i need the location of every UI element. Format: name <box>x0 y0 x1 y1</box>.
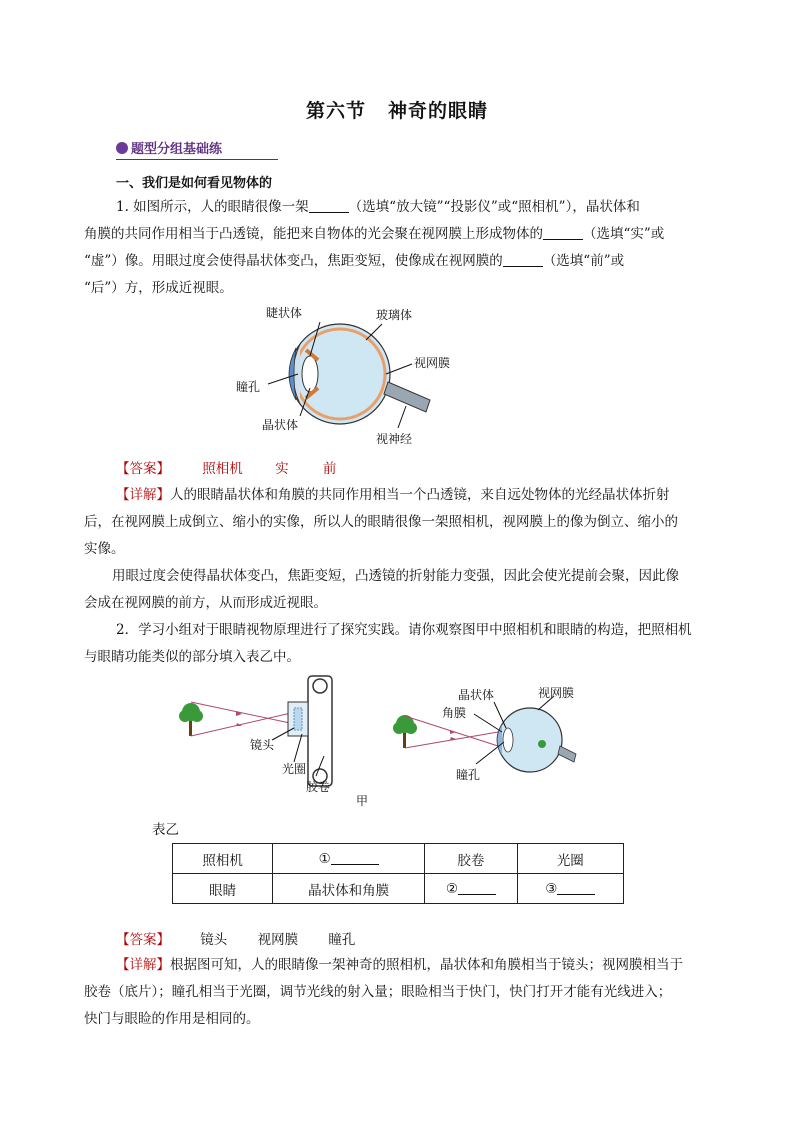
table-cell[interactable] <box>517 874 623 904</box>
answer-blank[interactable] <box>309 198 349 213</box>
label-ciliary: 睫状体 <box>266 306 303 320</box>
title-part-1: 第六节 <box>305 100 366 122</box>
answer-value: 镜头 <box>200 932 228 948</box>
detail-label: 【详解】 <box>116 487 170 503</box>
answer-value: 照相机 <box>202 461 243 477</box>
label-optic-nerve: 视神经 <box>376 432 413 446</box>
table-cell[interactable] <box>273 844 425 874</box>
q1-text-3: 角膜的共同作用相当于凸透镜，能把来自物体的光会聚在视网膜上形成物体的 <box>84 226 543 242</box>
label-film: 胶卷 <box>306 780 331 794</box>
answer-value: 实 <box>275 461 289 477</box>
detail-1 <box>84 482 712 617</box>
table-cell: 照相机 <box>173 844 273 874</box>
label-lens: 晶状体 <box>262 418 299 432</box>
label-aperture: 光圈 <box>282 762 307 776</box>
detail-text: 后，在视网膜上成倒立、缩小的实像，所以人的眼睛很像一架照相机，视网膜上的像为倒立、缩小的 <box>84 514 678 530</box>
detail-text: 快门与眼睑的作用是相同的。 <box>84 1011 260 1027</box>
blank-number: ① <box>318 851 331 867</box>
blank-number: ③ <box>545 881 558 897</box>
detail-text: 实像。 <box>84 541 125 557</box>
section-badge <box>116 138 278 160</box>
table-cell: 晶状体和角膜 <box>273 874 425 904</box>
table-cell: 光圈 <box>517 844 623 874</box>
table-cell[interactable] <box>425 874 517 904</box>
q1-text-2: （选填“放大镜”“投影仪”或“照相机”），晶状体和 <box>348 199 640 215</box>
answer-blank[interactable] <box>557 880 595 895</box>
table-row <box>173 844 624 874</box>
label-eye-pupil: 瞳孔 <box>456 768 481 782</box>
label-camera-lens: 镜头 <box>250 738 275 752</box>
label-pupil: 瞳孔 <box>236 380 261 394</box>
answer-label: 【答案】 <box>116 932 170 948</box>
section-heading: 一、我们是如何看见物体的 <box>116 176 273 191</box>
figure-caption: 甲 <box>356 794 369 808</box>
q1-text-7: “后”）方，形成近视眼。 <box>84 280 233 296</box>
table-caption: 表乙 <box>152 822 179 838</box>
answer-blank[interactable] <box>543 225 583 240</box>
detail-text: 用眼过度会使得晶状体变凸，焦距变短，凸透镜的折射能力变强，因此会使光提前会聚，因此像 <box>112 568 679 584</box>
table-row <box>173 874 624 904</box>
answer-value: 前 <box>322 461 337 477</box>
q1-text-6: （选填“前”或 <box>542 253 625 269</box>
label-vitreous: 玻璃体 <box>376 308 413 322</box>
label-cornea: 角膜 <box>442 706 467 720</box>
q2-text-2: 与眼睛功能类似的部分填入表乙中。 <box>84 649 300 665</box>
detail-text: 根据图可知，人的眼睛像一架神奇的照相机，晶状体和角膜相当于镜头；视网膜相当于 <box>170 957 683 973</box>
table-cell: 眼睛 <box>173 874 273 904</box>
detail-2 <box>84 952 712 1033</box>
question-2 <box>84 617 712 671</box>
answer-blank[interactable] <box>331 850 379 865</box>
comparison-table <box>172 843 624 904</box>
title-part-2: 神奇的眼睛 <box>388 100 489 122</box>
detail-text: 会成在视网膜的前方，从而形成近视眼。 <box>84 595 327 611</box>
answer-blank[interactable] <box>503 252 543 267</box>
answer-label: 【答案】 <box>116 461 170 477</box>
bullet-dot-icon <box>116 142 128 154</box>
answer-1 <box>116 457 336 477</box>
question-1 <box>84 194 712 302</box>
answer-value: 视网膜 <box>257 932 299 948</box>
q1-text-1: 1. 如图所示，人的眼睛很像一架 <box>116 199 309 215</box>
camera-eye-svg <box>176 672 596 808</box>
answer-value: 瞳孔 <box>328 932 356 948</box>
table-cell: 胶卷 <box>425 844 517 874</box>
camera-eye-diagram <box>176 672 596 808</box>
q1-text-5: “虚”）像。用眼过度会使得晶状体变凸，焦距变短，使像成在视网膜的 <box>84 253 503 269</box>
page-title <box>0 96 794 123</box>
q2-text-1: 2．学习小组对于眼睛视物原理进行了探究实践。请你观察图甲中照相机和眼睛的构造，把照相机 <box>116 622 692 638</box>
label-eye-retina: 视网膜 <box>538 686 575 700</box>
label-retina: 视网膜 <box>414 356 451 370</box>
eye-diagram <box>230 300 470 452</box>
label-eye-lens: 晶状体 <box>458 688 495 702</box>
detail-text: 胶卷（底片）；瞳孔相当于光圈，调节光线的射入量；眼睑相当于快门，快门打开才能有光线进入； <box>84 984 672 1000</box>
answer-2 <box>116 928 355 948</box>
detail-text: 人的眼睛晶状体和角膜的共同作用相当一个凸透镜，来自远处物体的光经晶状体折射 <box>170 487 670 503</box>
blank-number: ② <box>445 881 458 897</box>
q1-text-4: （选填“实”或 <box>583 226 665 242</box>
detail-label: 【详解】 <box>116 957 170 973</box>
answer-blank[interactable] <box>458 880 496 895</box>
badge-label: 题型分组基础练 <box>131 142 223 157</box>
